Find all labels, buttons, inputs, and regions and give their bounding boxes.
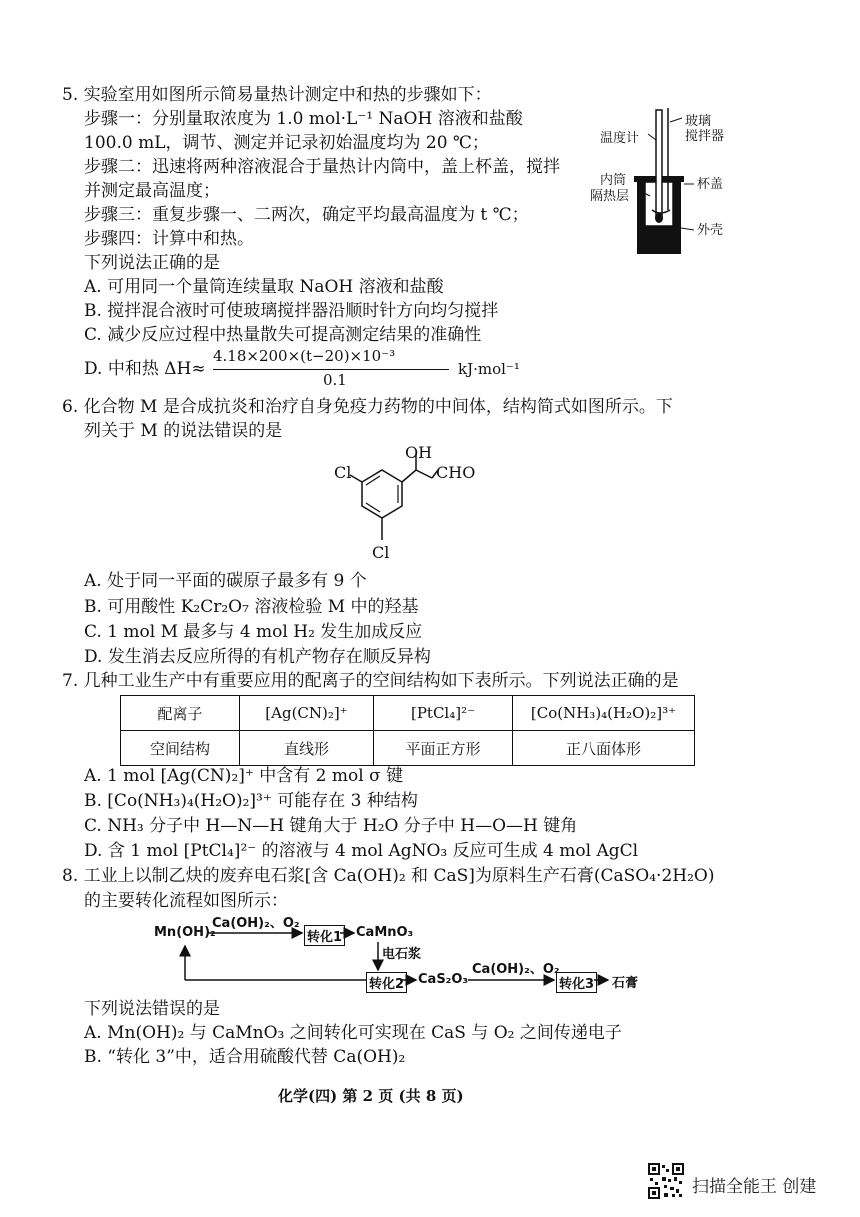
ring-double-bond <box>366 476 380 485</box>
fraction-bar <box>213 369 449 370</box>
leader-line <box>670 118 682 122</box>
ring-double-bond <box>366 503 380 512</box>
q5-option-d-unit: kJ·mol⁻¹ <box>458 360 520 378</box>
q5-step2a: 步骤二：迅速将两种溶液混合于量热计内筒中，盖上杯盖，搅拌 <box>84 157 560 177</box>
q5-option-b: B. 搅拌混合液时可使玻璃搅拌器沿顺时针方向均匀搅拌 <box>84 301 499 321</box>
table-cell: 平面正方形 <box>374 731 513 766</box>
flow-reagent1: Ca(OH)₂、O₂ <box>212 916 300 931</box>
table-cell: 正八面体形 <box>513 731 695 766</box>
bond-side-chain <box>402 470 416 482</box>
q8-stem-line1: 8. 工业上以制乙炔的废弃电石浆[含 Ca(OH)₂ 和 CaS]为原料生产石膏(CaSO₄·2H₂O) <box>62 866 715 886</box>
q5-step4: 步骤四：计算中和热。 <box>84 229 254 249</box>
scanner-watermark: 扫描全能王 创建 <box>692 1177 817 1197</box>
flow-carbide-slurry: 电石浆 <box>382 947 422 962</box>
q5-option-d-prefix: D. 中和热 ΔH≈ <box>84 359 206 379</box>
q5-step1a: 步骤一：分别量取浓度为 1.0 mol·L⁻¹ NaOH 溶液和盐酸 <box>84 109 523 129</box>
q6-option-a: A. 处于同一平面的碳原子最多有 9 个 <box>84 571 367 591</box>
q5-step2b: 并测定最高温度； <box>84 181 220 201</box>
q6-option-c: C. 1 mol M 最多与 4 mol H₂ 发生加成反应 <box>84 622 423 642</box>
leader-line <box>648 134 656 140</box>
page-footer: 化学(四) 第 2 页 (共 8 页) <box>278 1087 464 1105</box>
q5-option-a: A. 可用同一个量筒连续量取 NaOH 溶液和盐酸 <box>84 277 444 297</box>
q6-option-d: D. 发生消去反应所得的有机产物存在顺反异构 <box>84 647 431 667</box>
table-header-cell: 配离子 <box>121 696 240 731</box>
q5-ask: 下列说法正确的是 <box>84 253 220 273</box>
bond-ch2 <box>416 470 432 478</box>
label-thermometer: 温度计 <box>600 131 640 146</box>
q5-option-c: C. 减少反应过程中热量散失可提高测定结果的准确性 <box>84 325 482 345</box>
flow-gypsum: 石膏 <box>612 976 639 991</box>
table-header-cell: [Ag(CN)₂]⁺ <box>240 696 374 731</box>
flow-cas2o3: CaS₂O₃ <box>418 972 469 987</box>
table-row <box>121 696 695 731</box>
q7-option-b: B. [Co(NH₃)₄(H₂O)₂]³⁺ 可能存在 3 种结构 <box>84 791 418 811</box>
qr-code-icon <box>648 1163 684 1199</box>
label-lid: 杯盖 <box>697 177 724 192</box>
chlorine-top: Cl <box>334 463 352 482</box>
flow-conversion2: 转化2 <box>366 972 407 993</box>
table-cell: 空间结构 <box>121 731 240 766</box>
q5-option-d-fraction <box>213 347 453 391</box>
q7-stem: 7. 几种工业生产中有重要应用的配离子的空间结构如下表所示。下列说法正确的是 <box>62 671 679 691</box>
label-inner-cylinder: 内筒 <box>600 173 627 188</box>
q5-stem: 5. 实验室用如图所示简易量热计测定中和热的步骤如下： <box>62 85 492 105</box>
flow-conversion3: 转化3 <box>556 972 597 993</box>
q7-option-c: C. NH₃ 分子中 H—N—H 键角大于 H₂O 分子中 H—O—H 键角 <box>84 816 578 836</box>
flow-camno3: CaMnO₃ <box>356 925 414 940</box>
q7-option-a: A. 1 mol [Ag(CN)₂]⁺ 中含有 2 mol σ 键 <box>84 766 404 786</box>
flow-conversion1: 转化1 <box>304 925 345 946</box>
q8-option-a: A. Mn(OH)₂ 与 CaMnO₃ 之间转化可实现在 CaS 与 O₂ 之间传递电子 <box>84 1023 622 1043</box>
q8-ask: 下列说法错误的是 <box>84 999 220 1019</box>
q6-stem-line1: 6. 化合物 M 是合成抗炎和治疗自身免疫力药物的中间体，结构简式如图所示。下 <box>62 397 673 417</box>
flow-mnoh2: Mn(OH)₂ <box>154 925 216 940</box>
cho-group: CHO <box>436 463 476 482</box>
q5-step1b: 100.0 mL，调节、测定并记录初始温度均为 20 ℃； <box>84 133 489 153</box>
flow-reagent2: Ca(OH)₂、O₂ <box>472 962 560 977</box>
bond-cl-top <box>350 475 362 482</box>
fraction-denominator: 0.1 <box>323 371 347 389</box>
benzene-ring <box>362 470 402 518</box>
q7-option-d: D. 含 1 mol [PtCl₄]²⁻ 的溶液与 4 mol AgNO₃ 反应可生成 4 mol AgCl <box>84 841 639 861</box>
thermometer <box>656 110 662 218</box>
fraction-numerator: 4.18×200×(t−20)×10⁻³ <box>213 347 396 365</box>
table-row <box>121 731 695 766</box>
label-shell: 外壳 <box>697 223 724 238</box>
label-glass: 玻璃 <box>685 114 712 129</box>
q8-option-b: B. “转化 3”中，适合用硫酸代替 Ca(OH)₂ <box>84 1047 406 1067</box>
oh-group: OH <box>405 443 433 462</box>
chlorine-bottom: Cl <box>372 543 390 562</box>
q8-stem-line2: 的主要转化流程如图所示： <box>84 891 288 911</box>
table-header-cell: [Co(NH₃)₄(H₂O)₂]³⁺ <box>513 696 695 731</box>
thermometer-bulb <box>655 213 663 223</box>
complex-ion-table <box>120 695 695 766</box>
label-stirrer: 搅拌器 <box>685 129 725 144</box>
q5-step3: 步骤三：重复步骤一、二两次，确定平均最高温度为 t ℃； <box>84 205 529 225</box>
q6-option-b: B. 可用酸性 K₂Cr₂O₇ 溶液检验 M 中的羟基 <box>84 597 419 617</box>
leader-line <box>681 228 694 230</box>
q6-stem-line2: 列关于 M 的说法错误的是 <box>84 421 283 441</box>
table-header-cell: [PtCl₄]²⁻ <box>374 696 513 731</box>
table-cell: 直线形 <box>240 731 374 766</box>
label-insulation: 隔热层 <box>590 189 630 204</box>
